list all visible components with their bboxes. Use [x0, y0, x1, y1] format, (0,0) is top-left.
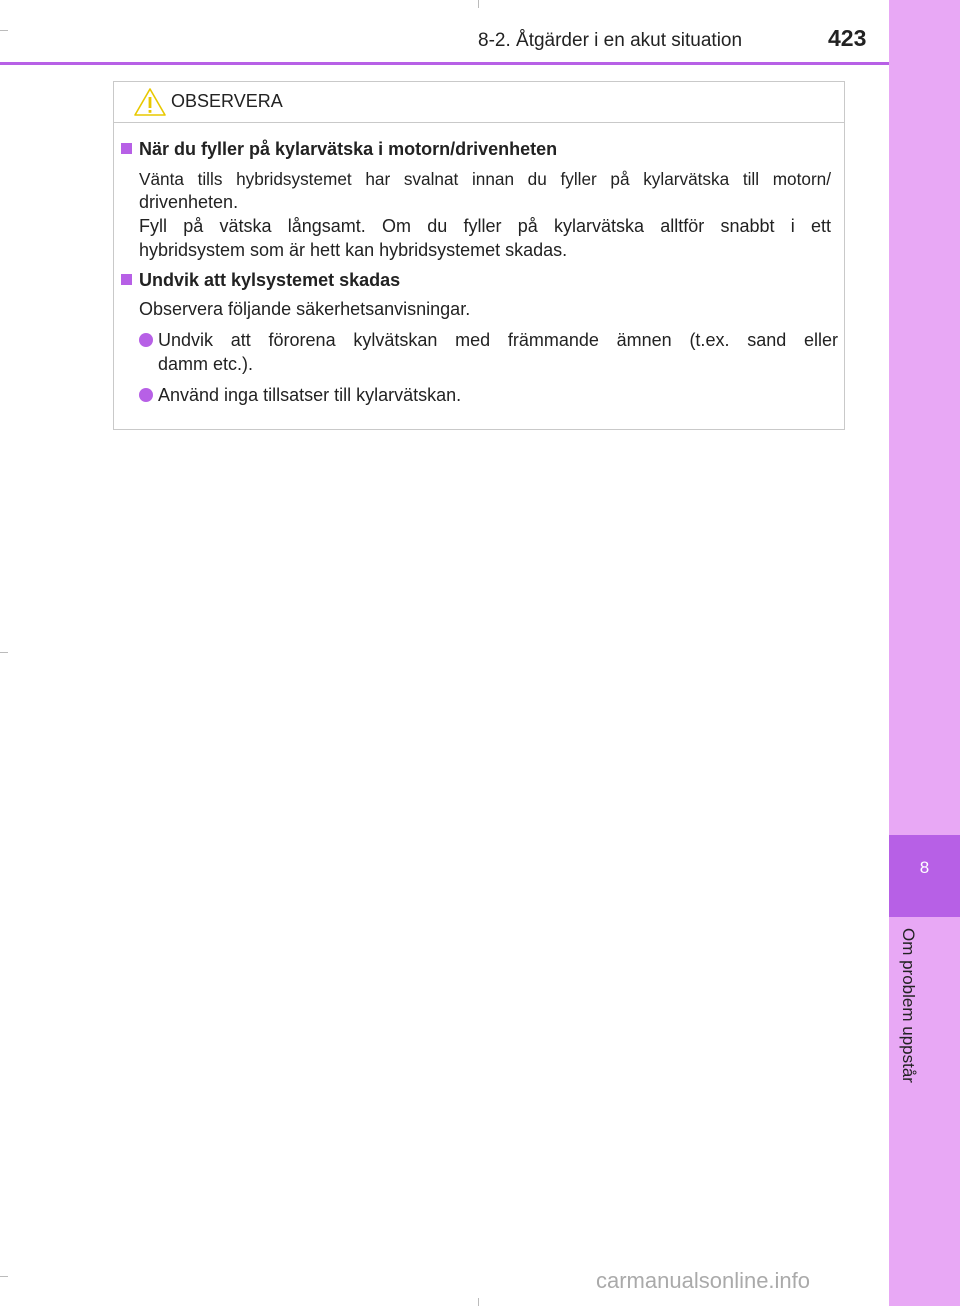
paragraph-line: hybridsystem som är hett kan hybridsystemet skadas. — [139, 240, 568, 260]
side-tab-strip — [889, 0, 960, 1306]
chapter-number: 8 — [919, 858, 930, 877]
bullet-line: Undvik att förorena kylvätskan med främmande ämnen (t.ex. sand eller — [158, 330, 838, 350]
section-heading: Undvik att kylsystemet skadas — [139, 270, 401, 290]
paragraph-line: drivenheten. — [139, 192, 239, 212]
crop-mark — [0, 1276, 8, 1277]
bullet-icon — [139, 388, 153, 402]
section-intro: Observera följande säkerhetsanvisningar. — [139, 299, 471, 319]
section-title: 8-2. Åtgärder i en akut situation — [478, 30, 743, 51]
paragraph-line: Fyll på vätska långsamt. Om du fyller på kylarvätska alltför snabbt i ett — [139, 216, 831, 236]
bullet-icon — [139, 333, 153, 347]
paragraph-line: Vänta tills hybridsystemet har svalnat innan du fyller på kylarvätska till motorn/ — [139, 169, 831, 189]
section-heading: När du fyller på kylarvätska i motorn/drivenheten — [139, 139, 558, 159]
section-marker-icon — [121, 143, 132, 154]
crop-mark — [478, 0, 479, 8]
crop-mark — [0, 652, 8, 653]
crop-mark — [0, 30, 8, 31]
header-rule — [0, 62, 889, 65]
footer-watermark: carmanualsonline.info — [596, 1268, 811, 1293]
chapter-label: Om problem uppstår — [899, 928, 918, 1083]
section-marker-icon — [121, 274, 132, 285]
bullet-line: Använd inga tillsatser till kylarvätskan. — [158, 385, 462, 405]
crop-mark — [478, 1298, 479, 1306]
warning-triangle-icon — [133, 87, 167, 117]
caution-label: OBSERVERA — [171, 91, 283, 111]
caution-header — [114, 82, 844, 123]
page-number: 423 — [828, 25, 867, 51]
bullet-line: damm etc.). — [158, 354, 254, 374]
